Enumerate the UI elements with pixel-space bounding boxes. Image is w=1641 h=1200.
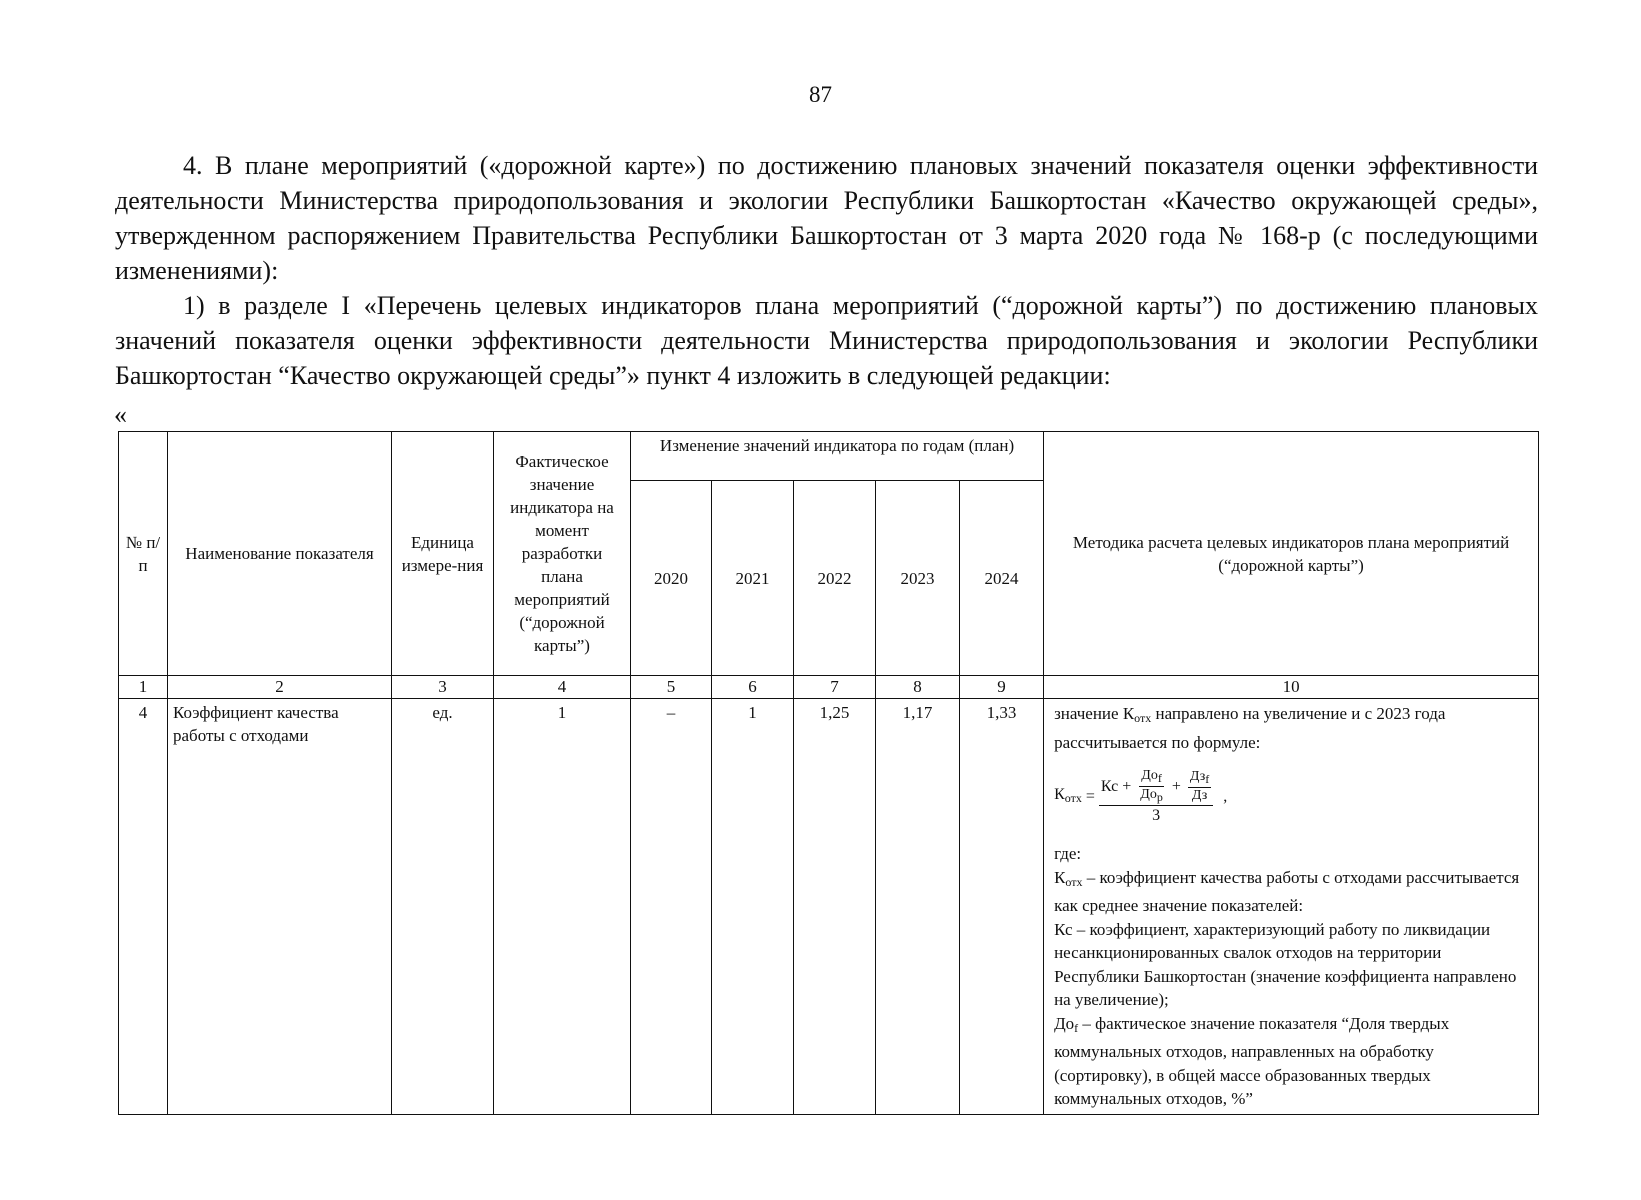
method-intro bbox=[1054, 702, 1528, 754]
column-number: 3 bbox=[392, 676, 494, 699]
header-year: 2021 bbox=[712, 481, 794, 676]
formula-fraction-do: $\frac{\text{Доf}}{\text{Дор}}$ bbox=[1140, 768, 1163, 804]
column-number: 10 bbox=[1044, 676, 1539, 699]
method-definition-kc: Кс – коэффициент, характеризующий работу по ликвидации несанкционированных свалок отходов на территории Республики Башкортостан (значение коэффициента направлено на увеличение); bbox=[1054, 919, 1517, 1009]
method-definition-kotx: $К_{отх}$ – коэффициент качества работы с отходами рассчитывается как среднее значение показателей: bbox=[1054, 867, 1520, 915]
column-number-row bbox=[119, 676, 1539, 699]
formula-kc: Кс + bbox=[1100, 777, 1136, 795]
column-number: 6 bbox=[712, 676, 794, 699]
method-where: где: bbox=[1054, 844, 1082, 863]
column-number: 4 bbox=[494, 676, 631, 699]
indicators-table bbox=[118, 431, 1539, 1115]
formula-denominator: 3 bbox=[1152, 807, 1161, 824]
row-actual: 1 bbox=[494, 699, 631, 1115]
row-value-2020: – bbox=[631, 699, 712, 1115]
method-intro-subscript: отх bbox=[1134, 711, 1152, 725]
document-body bbox=[115, 148, 1538, 393]
formula bbox=[1054, 762, 1528, 832]
paragraph-item-4: 4. В плане мероприятий («дорожной карте») по достижению плановых значений показателя оценки эффективности деятельности Министерства природопользования и экологии Республики Башкортостан «Качество окружающей среды», утвержденном распоряжением Правительства Республики Башкортостан от 3 марта 2020 года № 168-р (с последующими изменениями): bbox=[115, 151, 1538, 285]
column-number: 9 bbox=[960, 676, 1044, 699]
header-method: Методика расчета целевых индикаторов плана мероприятий (“дорожной карты”) bbox=[1044, 432, 1539, 676]
header-unit: Единица измере-ния bbox=[392, 432, 494, 676]
row-name: Коэффициент качества работы с отходами bbox=[168, 699, 392, 1115]
row-method bbox=[1044, 699, 1539, 1115]
formula-lhs: $К_{отх}$ bbox=[1054, 786, 1082, 806]
formula-main-fraction bbox=[1099, 768, 1213, 826]
header-actual: Фактическое значение индикатора на момент разработки плана мероприятий (“дорожной карты”) bbox=[494, 432, 631, 676]
row-num: 4 bbox=[119, 699, 168, 1115]
paragraph-subitem-1: 1) в разделе I «Перечень целевых индикаторов плана мероприятий (“дорожной карты”) по достижению плановых значений показателя оценки эффективности деятельности Министерства природопользования и экологии Республики Башкортостан “Качество окружающей среды”» пункт 4 изложить в следующей редакции: bbox=[115, 291, 1538, 390]
row-value-2022: 1,25 bbox=[794, 699, 876, 1115]
header-years-group: Изменение значений индикатора по годам (план) bbox=[631, 432, 1044, 481]
page-number: 87 bbox=[809, 82, 832, 107]
header-name: Наименование показателя bbox=[168, 432, 392, 676]
method-intro-text: значение К bbox=[1054, 704, 1135, 723]
row-value-2021: 1 bbox=[712, 699, 794, 1115]
column-number: 7 bbox=[794, 676, 876, 699]
formula-comma: , bbox=[1223, 788, 1228, 806]
table-row bbox=[119, 699, 1539, 1115]
open-quote: « bbox=[114, 400, 127, 429]
column-number: 8 bbox=[876, 676, 960, 699]
header-year: 2022 bbox=[794, 481, 876, 676]
formula-plus: + bbox=[1167, 777, 1185, 795]
header-year: 2024 bbox=[960, 481, 1044, 676]
formula-fraction-dz: $\frac{\text{Дзf}}{Дз}$ bbox=[1189, 769, 1210, 803]
method-definition-dof: $До_f$ – фактическое значение показателя “Доля твердых коммунальных отходов, направленных на обработку (сортировку), в общей массе образованных твердых коммунальных отходов, %” bbox=[1054, 1013, 1450, 1108]
column-number: 5 bbox=[631, 676, 712, 699]
formula-equals: = bbox=[1081, 788, 1099, 806]
row-value-2024: 1,33 bbox=[960, 699, 1044, 1115]
column-number: 2 bbox=[168, 676, 392, 699]
table-header-row bbox=[119, 432, 1539, 481]
row-unit: ед. bbox=[392, 699, 494, 1115]
row-value-2023: 1,17 bbox=[876, 699, 960, 1115]
column-number: 1 bbox=[119, 676, 168, 699]
method-intro-text: направлено на увеличение и с 2023 года рассчитывается по формуле: bbox=[1054, 704, 1446, 752]
header-num: № п/п bbox=[119, 432, 168, 676]
header-year: 2023 bbox=[876, 481, 960, 676]
header-year: 2020 bbox=[631, 481, 712, 676]
